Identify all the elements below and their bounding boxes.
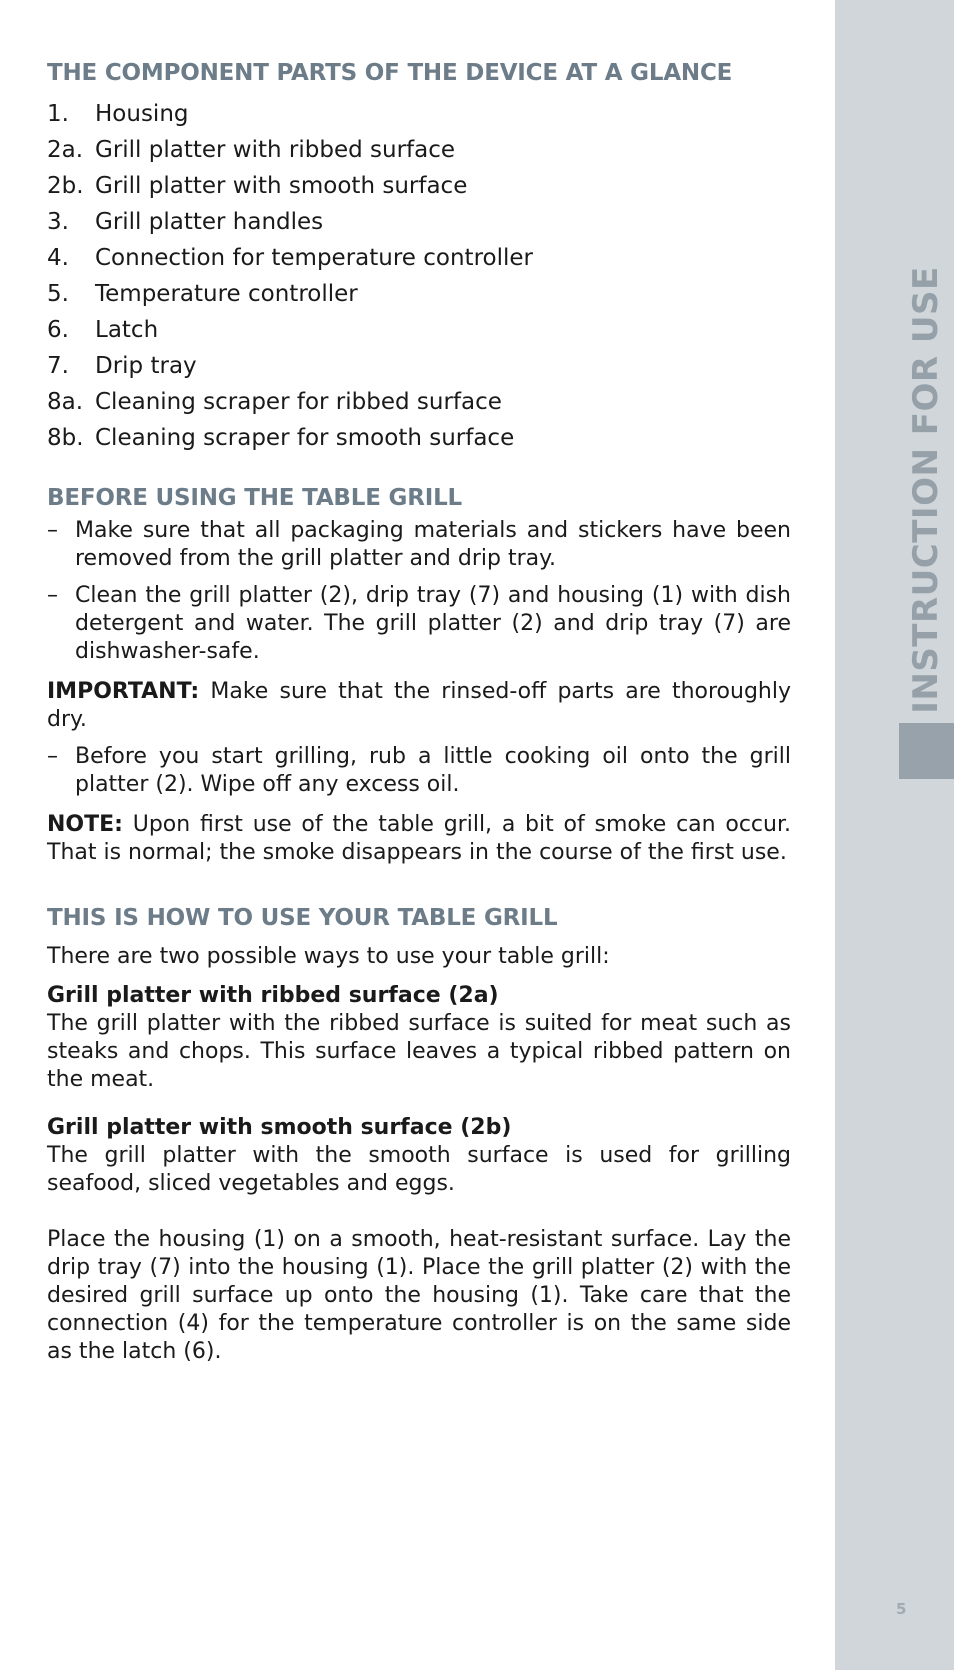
- dash-marker: –: [47, 518, 58, 543]
- list-item: [47, 132, 791, 168]
- list-item: [47, 204, 791, 240]
- components-list: [47, 96, 791, 456]
- ribbed-surface-text: The grill platter with the ribbed surface is suited for meat such as steaks and chops. This surface leaves a typical ribbed pattern on the meat.: [47, 1011, 791, 1092]
- list-item: [47, 96, 791, 132]
- important-paragraph: [47, 678, 791, 734]
- sidebar-tab-marker: [899, 723, 954, 779]
- how-to-use-heading: THIS IS HOW TO USE YOUR TABLE GRILL: [47, 905, 558, 931]
- item-number: 2b.: [47, 173, 84, 199]
- components-section: [47, 56, 791, 456]
- ribbed-surface-block: [47, 982, 791, 1094]
- item-number: 8a.: [47, 389, 84, 415]
- important-text: Make sure that the rinsed-off parts are thoroughly dry.: [47, 679, 791, 732]
- item-number: 3.: [47, 209, 69, 235]
- list-item: [47, 384, 791, 420]
- item-text: Latch: [95, 317, 159, 343]
- item-text: Cleaning scraper for ribbed surface: [95, 389, 502, 415]
- note-label: NOTE:: [47, 812, 123, 837]
- item-text: Drip tray: [95, 353, 197, 379]
- components-heading: THE COMPONENT PARTS OF THE DEVICE AT A GLANCE: [47, 60, 733, 86]
- item-number: 4.: [47, 245, 69, 271]
- page-number: 5: [896, 1600, 907, 1618]
- smooth-surface-heading: Grill platter with smooth surface (2b): [47, 1115, 512, 1140]
- item-number: 8b.: [47, 425, 84, 451]
- list-item: [47, 240, 791, 276]
- important-label: IMPORTANT:: [47, 679, 200, 704]
- item-number: 6.: [47, 317, 69, 343]
- note-text: Upon first use of the table grill, a bit of smoke can occur. That is normal; the smoke disappears in the course of the first use.: [47, 812, 791, 865]
- item-text: Connection for temperature controller: [95, 245, 533, 271]
- item-number: 2a.: [47, 137, 84, 163]
- placement-paragraph: Place the housing (1) on a smooth, heat-resistant surface. Lay the drip tray (7) into the housing (1). Place the grill platter (2) with the desired grill surface up onto the housing (1). Take care that the connection (4) for the temperature controller is on the same side as the latch (6).: [47, 1227, 791, 1364]
- bullet-text: Before you start grilling, rub a little cooking oil onto the grill platter (2). Wipe off any excess oil.: [75, 744, 791, 797]
- bullet-text: Make sure that all packaging materials and stickers have been removed from the grill platter and drip tray.: [75, 518, 791, 571]
- list-item: [47, 276, 791, 312]
- list-item: [47, 312, 791, 348]
- before-use-heading: BEFORE USING THE TABLE GRILL: [47, 485, 462, 511]
- item-text: Grill platter handles: [95, 209, 324, 235]
- how-to-use-section: [47, 901, 791, 1366]
- list-item: [47, 348, 791, 384]
- list-item: [47, 168, 791, 204]
- dash-marker: –: [47, 744, 58, 769]
- page-content: [47, 56, 791, 1366]
- before-use-section: [47, 481, 791, 867]
- list-item: [47, 517, 791, 573]
- item-number: 7.: [47, 353, 69, 379]
- item-number: 5.: [47, 281, 69, 307]
- list-item: [47, 420, 791, 456]
- bullet-text: Clean the grill platter (2), drip tray (7) and housing (1) with dish detergent and water. The grill platter (2) and drip tray (7) are dishwasher-safe.: [75, 583, 791, 664]
- item-text: Grill platter with smooth surface: [95, 173, 468, 199]
- list-item: [47, 743, 791, 799]
- sidebar: [835, 0, 954, 1670]
- item-text: Grill platter with ribbed surface: [95, 137, 456, 163]
- list-item: [47, 582, 791, 666]
- item-number: 1.: [47, 101, 69, 127]
- before-use-bullets: [47, 517, 791, 666]
- item-text: Temperature controller: [95, 281, 358, 307]
- dash-marker: –: [47, 583, 58, 608]
- before-use-bullets-after: [47, 743, 791, 799]
- item-text: Cleaning scraper for smooth surface: [95, 425, 515, 451]
- item-text: Housing: [95, 101, 189, 127]
- ribbed-surface-heading: Grill platter with ribbed surface (2a): [47, 983, 499, 1008]
- sidebar-title: INSTRUCTION FOR USE: [906, 266, 946, 714]
- smooth-surface-block: [47, 1114, 791, 1198]
- smooth-surface-text: The grill platter with the smooth surface is used for grilling seafood, sliced vegetables and eggs.: [47, 1143, 791, 1196]
- how-to-use-intro: There are two possible ways to use your table grill:: [47, 944, 610, 969]
- note-paragraph: [47, 811, 791, 867]
